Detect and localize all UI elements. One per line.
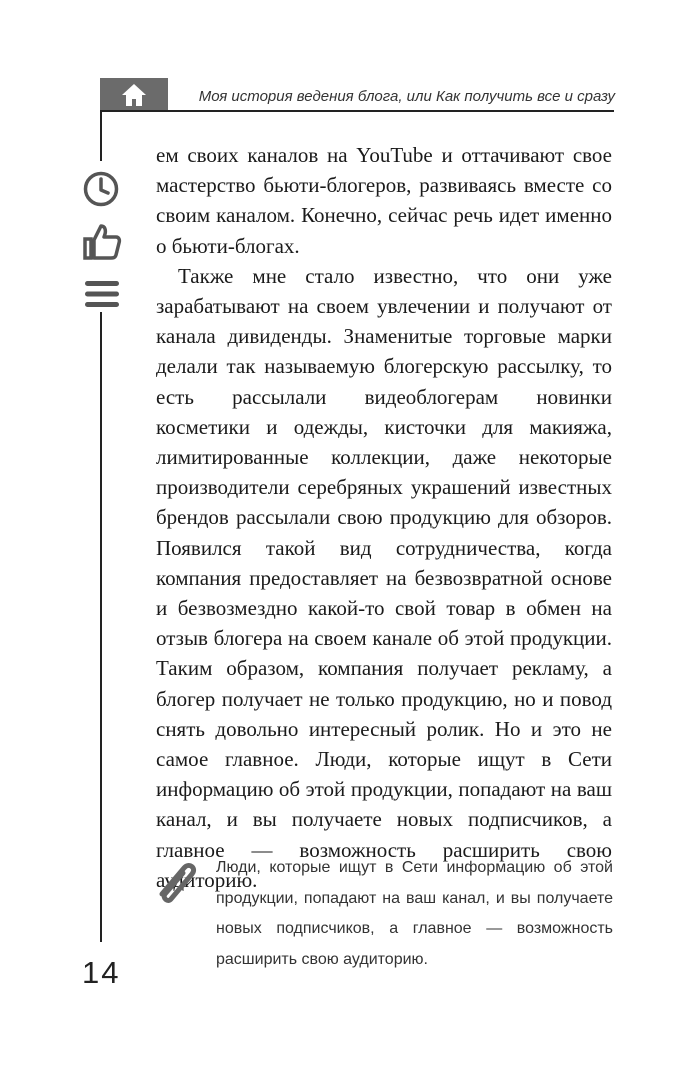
menu-icon[interactable] — [82, 278, 122, 310]
paragraph: Также мне стало известно, что они уже зарабатывают на своем увлечении и получают от канала дивиденды. Знаменитые торговые марки делали так называемую блогерскую рассылку, то есть рассылали видеоблогерам новинки косметики и одежды, кисточки для макияжа, лимитированные коллекции, даже некоторые производители серебряных украшений известных брендов рассылали свою продукцию для обзоров. Появился такой вид сотрудничества, когда компания предоставляет на безвозвратной основе и безвозмездно какой-то свой товар в обмен на отзыв блогера на своем канале об этой продукции. Таким образом, компания получает рекламу, а блогер получает не только продукцию, но и повод снять довольно интересный ролик. Но и это не самое главное. Люди, которые ищут в Сети информацию об этой продукции, попадают на ваш канал, и вы получаете новых подписчиков, а главное — возможность расширить свою аудиторию. — [156, 263, 612, 892]
note-callout — [216, 853, 613, 975]
home-icon — [121, 83, 147, 107]
page-number: 14 — [82, 955, 121, 990]
clock-icon[interactable] — [82, 170, 120, 208]
running-head: Моя история ведения блога, или Как получить все и сразу — [198, 88, 615, 105]
margin-rule-top — [100, 111, 102, 161]
thumbs-up-icon[interactable] — [82, 222, 122, 262]
paperclip-icon — [152, 858, 202, 906]
paragraph-continued: ем своих каналов на YouTube и оттачивают свое мастерство бьюти-блогеров, развиваясь вместе со своим каналом. Конечно, сейчас речь идет именно о бьюти-блогах. — [156, 143, 612, 258]
note-text: Люди, которые ищут в Сети информацию об этой продукции, попадают на ваш канал, и вы получаете новых подписчиков, а главное — возможность расширить свою аудиторию. — [216, 859, 613, 968]
home-button[interactable] — [100, 78, 168, 111]
body-text — [156, 140, 612, 895]
margin-rule-bottom — [100, 312, 102, 942]
header-rule — [100, 110, 614, 112]
